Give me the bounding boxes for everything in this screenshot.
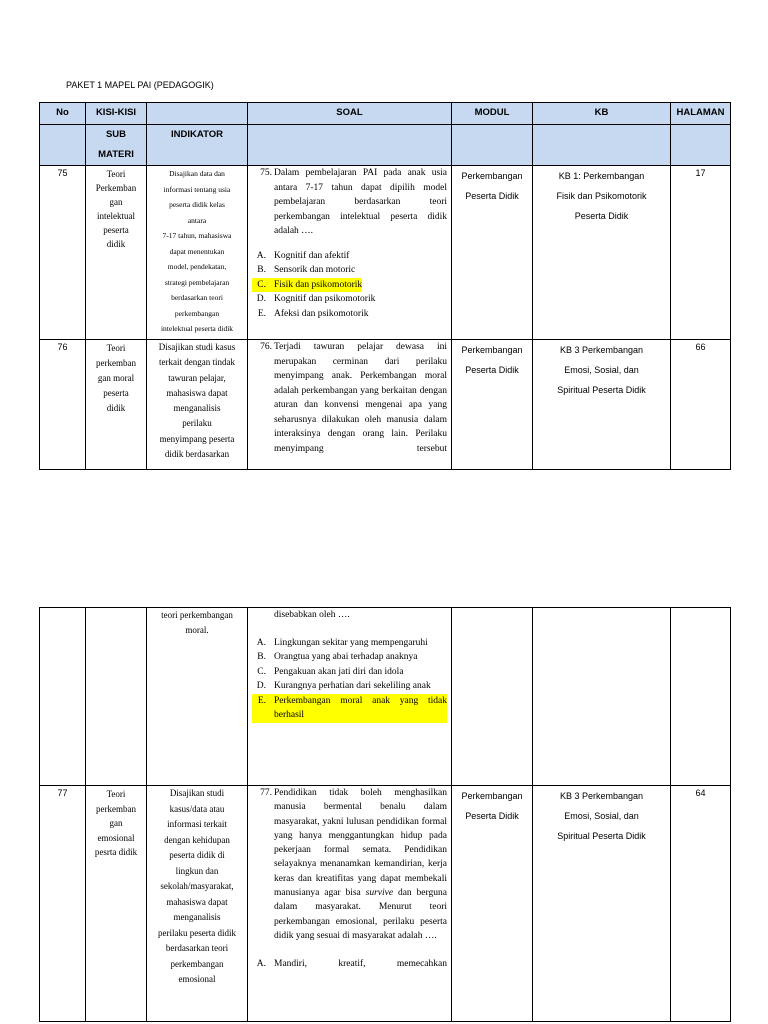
option-c-correct: C. Fisik dan psikomotorik xyxy=(252,278,447,293)
option-b: B. Sensorik dan motoric xyxy=(257,265,356,275)
soal-cell xyxy=(248,340,452,470)
question-text: disebabkan oleh …. xyxy=(274,610,350,620)
header-modul: MODUL xyxy=(452,103,533,125)
option-a: A. Mandiri, kreatif, memecahkan xyxy=(256,959,447,970)
answer-options xyxy=(252,249,447,322)
table-row-75 xyxy=(40,166,731,340)
question-number: 76. xyxy=(260,342,272,352)
row-number: 76 xyxy=(40,340,86,470)
option-a: A. Lingkungan sekitar yang mempengaruhi xyxy=(256,637,428,648)
header-sub-materi-line1: SUB xyxy=(105,129,127,140)
indikator-cell: Disajikan studi kasus/data atau informasi terkait dengan kehidupan peserta didik di lingkun dan sekolah/masyarakat, mahasiswa dapat menganalisis perilaku peserta didik berdasarkan teori perkembangan emosional xyxy=(147,786,248,1022)
soal-cell xyxy=(248,786,452,1022)
question-text: Terjadi tawuran pelajar dewasa ini merupakan cerminan dari perilaku menyimpang anak. Perkembangan moral adalah perkembangan yang berkaitan dengan aturan dan konvensi mengenai apa yang seharusnya dilakukan oleh manusia dalam interaksinya dengan orang lain. Perilaku menyimpang tersebut xyxy=(274,342,447,454)
row-number: 75 xyxy=(40,166,86,340)
option-c: C. Pengakuan akan jati diri dan idola xyxy=(257,666,404,677)
sub-materi-cell: Teori perkemban gan moral peserta didik xyxy=(86,340,147,470)
question-text: Dalam pembelajaran PAI pada anak usia antara 7-17 tahun dapat dipilih model pembelajaran berdasarkan teori perkembangan intelektual peserta didik adalah …. xyxy=(274,168,447,236)
sub-materi-cell: Teori perkemban gan emosional pesrta didik xyxy=(86,786,147,1022)
table-row-76 xyxy=(40,340,731,470)
indikator-cell: teori perkembangan moral. xyxy=(147,608,248,786)
table-row-77 xyxy=(40,786,731,1022)
question-table-part1 xyxy=(39,102,731,470)
table-row-76-continued xyxy=(40,608,731,786)
soal-cell xyxy=(248,166,452,340)
header-no: No xyxy=(40,103,86,125)
header-indikator: INDIKATOR xyxy=(147,125,248,166)
kb-cell: KB 3 Perkembangan Emosi, Sosial, dan Spiritual Peserta Didik xyxy=(533,340,671,470)
kb-cell: KB 3 Perkembangan Emosi, Sosial, dan Spiritual Peserta Didik xyxy=(533,786,671,1022)
halaman-cell: 64 xyxy=(671,786,731,1022)
indikator-cell: Disajikan studi kasus terkait dengan tindak tawuran pelajar, mahasiswa dapat menganalisis perilaku menyimpang peserta didik berdasarkan xyxy=(147,340,248,470)
soal-cell xyxy=(248,608,452,786)
option-e-correct: E. Perkembangan moral anak yang tidak berhasil xyxy=(252,694,447,723)
halaman-cell: 66 xyxy=(671,340,731,470)
kb-cell: KB 1: Perkembangan Fisik dan Psikomotorik Peserta Didik xyxy=(533,166,671,340)
header-soal: SOAL xyxy=(248,103,452,125)
header-kisi-kisi: KISI-KISI xyxy=(86,103,147,125)
question-table-part2 xyxy=(39,607,731,1022)
sub-materi-cell: Teori Perkemban gan intelektual peserta didik xyxy=(86,166,147,340)
row-number: 77 xyxy=(40,786,86,1022)
question-number: 75. xyxy=(260,168,272,178)
question-text: Pendidikan tidak boleh menghasilkan manusia bermental benalu dalam masyarakat, yakni lulusan pendidikan formal yang hanya menggantungkan hidup pada pekerjaan formal semata. Pendidikan selayaknya menanamkan kemandirian, kerja keras dan kreatifitas yang dapat membekali manusianya agar bisa survive dan berguna dalam masyarakat. Menurut teori perkembangan emosional, perilaku peserta didik yang sesuai di masyarakat adalah …. xyxy=(274,788,447,941)
modul-cell: Perkembangan Peserta Didik xyxy=(452,340,533,470)
option-d: D. Kurangnya perhatian dari sekeliling anak xyxy=(256,681,431,691)
modul-cell: Perkembangan Peserta Didik xyxy=(452,786,533,1022)
answer-options xyxy=(252,636,447,723)
page-title: PAKET 1 MAPEL PAI (PEDAGOGIK) xyxy=(66,80,214,90)
modul-cell: Perkembangan Peserta Didik xyxy=(452,166,533,340)
option-a: A. Kognitif dan afektif xyxy=(256,250,350,261)
halaman-cell: 17 xyxy=(671,166,731,340)
option-e: E. Afeksi dan psikomotorik xyxy=(257,308,369,319)
indikator-cell: Disajikan data dan informasi tentang usia peserta didik kelas antara 7-17 tahun, mahasiswa dapat menentukan model, pendekatan, strategi pembelajaran berdasarkan teori perkembangan intelektual peserta didik xyxy=(147,166,248,340)
option-b: B. Orangtua yang abai terhadap anaknya xyxy=(257,652,418,662)
header-sub-materi-line2: MATERI xyxy=(98,149,134,160)
header-sub-materi xyxy=(86,125,147,166)
question-number: 77. xyxy=(260,788,272,798)
header-kb: KB xyxy=(533,103,671,125)
option-d: D. Kognitif dan psikomotorik xyxy=(256,294,376,304)
answer-options xyxy=(252,957,447,972)
header-halaman: HALAMAN xyxy=(671,103,731,125)
